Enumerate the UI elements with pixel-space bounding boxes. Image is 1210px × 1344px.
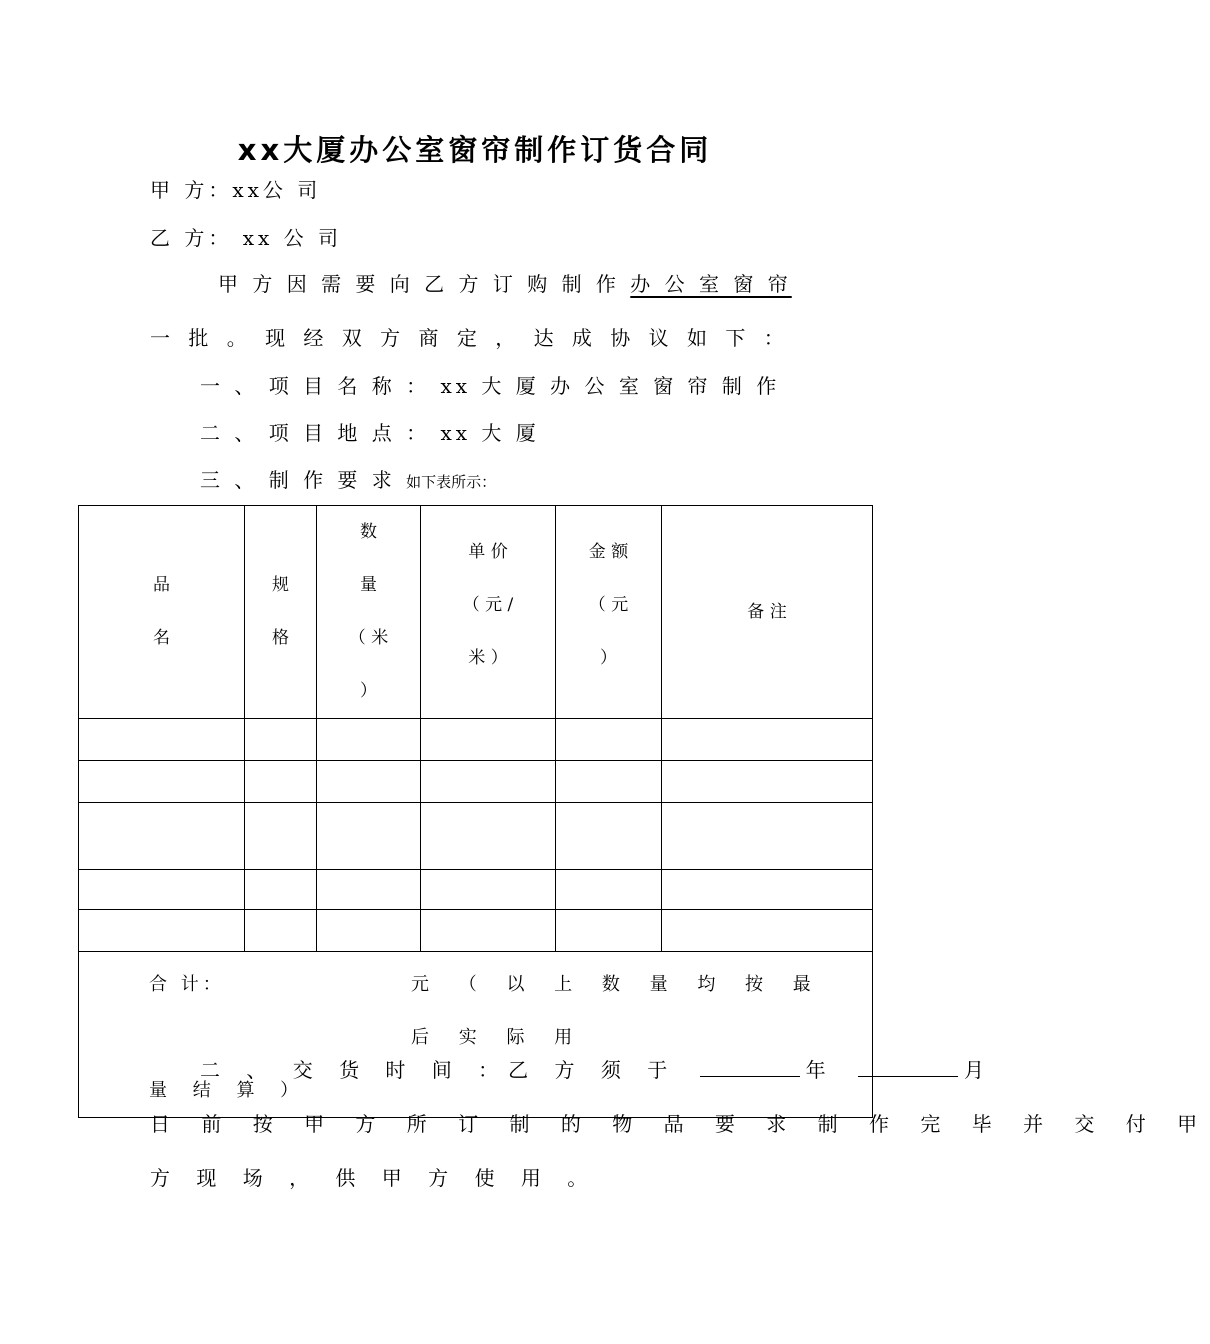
year-blank <box>700 1056 800 1077</box>
delivery-year: 年 <box>805 1058 836 1082</box>
header-amount: 金 额 （ 元 ） <box>556 506 662 719</box>
month-blank <box>858 1056 958 1077</box>
table-row <box>79 870 873 910</box>
table-row <box>79 910 873 952</box>
clause-3-label: 三 、 制 作 要 求 <box>200 468 396 492</box>
clause-1: 一 、 项 目 名 称 ： xx 大 厦 办 公 室 窗 帘 制 作 <box>200 374 781 398</box>
table-row <box>79 803 873 870</box>
delivery-line-3: 方 现 场 ， 供 甲 方 使 用 。 <box>150 1166 598 1190</box>
total-note-2: 量 结 算 ） <box>149 1080 309 1101</box>
header-name: 品 名 <box>79 506 245 719</box>
header-unit-price: 单 价 （ 元 / 米 ） <box>421 506 556 719</box>
order-table <box>78 505 873 1118</box>
header-remark: 备 注 <box>662 506 873 719</box>
intro-line-2: 一 批 。 现 经 双 方 商 定 ， 达 成 协 议 如 下 ： <box>150 326 790 350</box>
delivery-prefix: 二 、 交 货 时 间 ：乙 方 须 于 <box>200 1058 678 1082</box>
delivery-month: 月 <box>963 1058 994 1082</box>
table-row <box>79 761 873 803</box>
total-cell <box>79 952 873 1118</box>
intro-prefix: 甲 方 因 需 要 向 乙 方 订 购 制 作 <box>218 272 620 296</box>
party-a: 甲 方：xx公 司 <box>150 178 322 202</box>
page-title: xx大厦办公室窗帘制作订货合同 <box>237 133 713 167</box>
clause-3-note: 如下表所示： <box>406 473 497 491</box>
total-label: 合 计： <box>149 974 225 995</box>
delivery-line-1 <box>200 1054 994 1083</box>
header-quantity: 数 量 （ 米 ） <box>317 506 421 719</box>
party-b: 乙 方： xx 公 司 <box>150 226 342 250</box>
table-row <box>79 719 873 761</box>
delivery-line-2: 日 前 按 甲 方 所 订 制 的 物 品 要 求 制 作 完 毕 并 交 付 甲 <box>150 1112 1210 1136</box>
clause-3 <box>200 464 496 493</box>
total-row <box>79 952 873 1118</box>
intro-item: 办 公 室 窗 帘 <box>630 272 792 296</box>
header-spec: 规 格 <box>245 506 317 719</box>
table-header-row <box>79 506 873 719</box>
intro-line-1 <box>218 268 792 297</box>
total-note: 元 （ 以 上 数 量 均 按 最 后 实 际 用 <box>411 974 823 1048</box>
clause-2: 二 、 项 目 地 点 ： xx 大 厦 <box>200 421 540 445</box>
